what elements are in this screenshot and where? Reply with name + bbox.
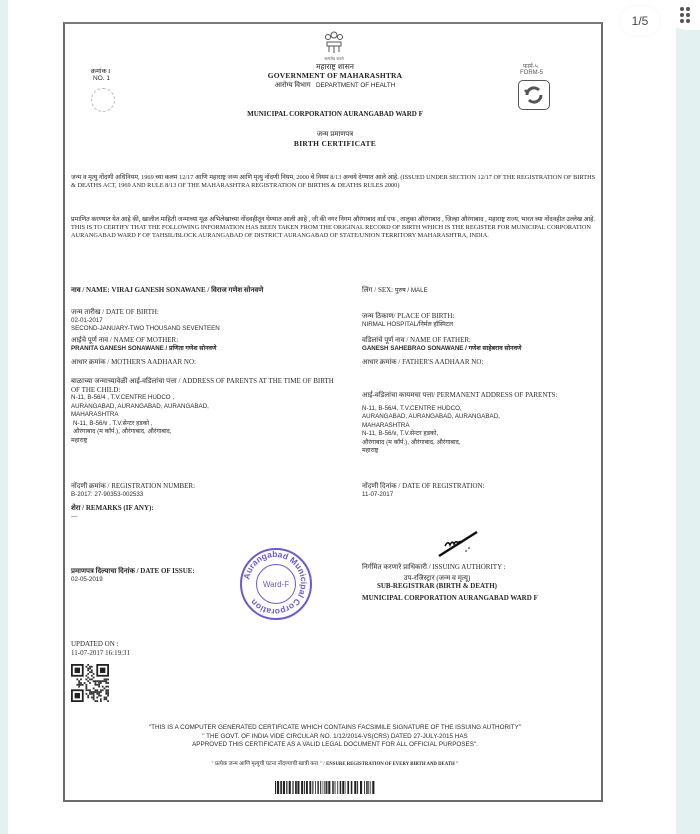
barcode-bar <box>317 781 318 794</box>
father-aadhaar-field <box>362 358 597 367</box>
barcode <box>275 781 375 794</box>
mother-aadhaar-label: आधार क्रमांक / MOTHER'S AADHAAR NO: <box>71 358 196 366</box>
grid-dots-icon <box>680 7 690 23</box>
barcode-bar <box>360 781 362 794</box>
barcode-bar <box>357 781 358 794</box>
permanent-address-line: औरंगाबाद (म कॉर्प.), औरंगाबाद, औरंगाबाद, <box>362 438 461 446</box>
government-title: GOVERNMENT OF MAHARASHTRA <box>267 71 403 80</box>
dob-field <box>71 308 341 334</box>
signature-icon <box>433 526 483 561</box>
name-field <box>71 286 341 295</box>
barcode-bar <box>320 781 321 794</box>
barcode-bar <box>283 781 285 794</box>
barcode-bar <box>326 781 327 794</box>
permanent-address-line: N-11, B-56/4, T.V.CENTRE HUDCO, <box>362 404 462 412</box>
barcode-bar <box>277 781 279 794</box>
birth-address-label: बाळाच्या जन्माच्यावेळी आई-वडिलांचा पत्ता / ADDRESS OF PARENTS AT THE TIME OF BIRTH OF THE CHILD: <box>71 377 334 394</box>
department-line <box>215 81 455 90</box>
permanent-address-line: N-11, B-56/४, T.V.सेन्टर हडको, <box>362 430 439 437</box>
stamp-outer-text: Aurangabad Municipal Corporation <box>241 548 310 618</box>
footer-line-3: APPROVED THIS CERTIFICATE AS A VALID LEGAL DOCUMENT FOR ALL OFFICIAL PURPOSES". <box>192 741 478 748</box>
father-field <box>362 336 597 353</box>
barcode-bar <box>345 781 346 794</box>
pob-value: NIRMAL HOSPITAL/निर्मल हॉस्पिटल <box>362 320 454 328</box>
birth-address-line: औरंगाबाद (म कॉर्प.), औरंगाबाद, औरंगाबाद, <box>73 428 172 435</box>
issuing-authority-label: निर्गमित करणारे प्राधिकारी / ISSUING AUTHORITY : <box>362 563 506 571</box>
government-marathi: महाराष्ट्र शासन <box>316 62 354 71</box>
registration-date-value: 11-07-2017 <box>362 490 394 498</box>
barcode-bar <box>354 781 356 794</box>
page-counter <box>620 6 660 36</box>
pob-label: जन्म ठिकाण/ PLACE OF BIRTH: <box>362 312 455 320</box>
serial-label: क्रमांक I <box>91 68 111 75</box>
dob-label: जन्म तारीख / DATE OF BIRTH: <box>71 308 159 316</box>
barcode-bar <box>323 781 324 794</box>
issue-date-value: 02-05-2019 <box>71 575 103 583</box>
certify-marathi: प्रमाणित करण्यात येत आहे की, खालील माहिती जन्माच्या मूळ अभिलेखाच्या नोंदवहीतून घेण्यात आली आहे , जी की नगर निगम औरंगाबाद वार्ड एफ , तालुका औरंगाबाद , जिल्हा औरंगाबाद , महाराष्ट्र राज्य, भारत च्या नोंदवहीत उल्लेख आहे. <box>71 216 596 223</box>
barcode-bar <box>328 781 330 794</box>
barcode-bar <box>340 781 342 794</box>
birth-address-line: MAHARASHTRA <box>71 411 119 418</box>
dob-words: SECOND-JANUARY-TWO THOUSAND SEVENTEEN <box>71 325 220 332</box>
updated-on-field <box>71 640 341 657</box>
registration-date-field <box>362 482 597 499</box>
department-marathi: आरोग्य विभाग <box>274 81 311 89</box>
barcode-bar <box>292 781 293 794</box>
permanent-address-line: MAHARASHTRA <box>362 421 410 429</box>
barcode-bar <box>309 781 311 794</box>
barcode-bar <box>297 781 299 794</box>
sex-value: पुरुष / MALE <box>394 287 428 294</box>
footer-notice <box>85 724 585 750</box>
sex-label: लिंग / SEX: <box>362 286 394 294</box>
mother-label: आईचे पूर्ण नाव / NAME OF MOTHER: <box>71 336 179 344</box>
barcode-bar <box>289 781 291 794</box>
registration-number-label: नोंदणी क्रमांक / REGISTRATION NUMBER: <box>71 482 196 490</box>
page-counter-text: 1/5 <box>631 14 649 28</box>
corporation-name: MUNICIPAL CORPORATION AURANGABAD WARD F <box>247 110 423 118</box>
slogan-marathi: " प्रत्येक जन्म आणि मृत्यूची घटना नोंदण्याची खात्री करा " / <box>211 761 325 767</box>
footer-line-2: " THE GOVT. OF INDIA VIDE CIRCULAR NO. 1/12/2014-VS(CRS) DATED 27-JULY-2015 HAS <box>202 732 468 740</box>
authority-title: SUB-REGISTRAR (BIRTH & DEATH) <box>376 582 497 590</box>
barcode-bar <box>324 781 325 794</box>
stamp-inner-text: Ward-F <box>256 564 296 604</box>
emblem-caption: सत्यमेव जयते <box>324 56 344 61</box>
serial-number: NO. 1 <box>93 75 110 82</box>
national-emblem-icon <box>322 30 346 56</box>
barcode-bar <box>342 781 344 794</box>
barcode-bar <box>306 781 308 794</box>
mother-value: PRANITA GANESH SONAWANE / प्रणिता गणेश सोनवणे <box>71 344 217 352</box>
certificate-title: BIRTH CERTIFICATE <box>293 139 377 148</box>
barcode-bar <box>275 781 276 794</box>
barcode-bar <box>370 781 371 794</box>
barcode-bar <box>351 781 353 794</box>
remarks-value: --- <box>71 512 78 520</box>
birth-address-line: N-11, B-56/४ , T.V.सेन्टर हडको , <box>73 419 153 427</box>
mother-aadhaar-field <box>71 358 341 367</box>
barcode-bar <box>366 781 367 794</box>
father-value: GANESH SAHEBRAO SONAWANE / गणेश साहेबराव सोनवणे <box>362 344 522 352</box>
registration-number-field <box>71 482 341 499</box>
remarks-label: शेरा / REMARKS (IF ANY): <box>71 504 154 512</box>
permanent-address-line: महाराष्ट्र <box>362 447 379 454</box>
mother-field <box>71 336 341 353</box>
barcode-bar <box>335 781 336 794</box>
barcode-bar <box>312 781 313 794</box>
slogan-english: ENSURE REGISTRATION OF EVERY BIRTH AND DEATH " <box>326 762 459 767</box>
issued-under-paragraph <box>71 174 596 190</box>
updated-on-label: UPDATED ON : <box>71 640 119 648</box>
issuing-authority-field <box>362 563 597 602</box>
barcode-bar <box>295 781 297 794</box>
authority-corporation: MUNICIPAL CORPORATION AURANGABAD WARD F <box>362 593 538 602</box>
sex-field <box>362 286 597 296</box>
father-label: वडिलांचे पूर्ण नाव / NAME OF FATHER: <box>362 336 471 344</box>
barcode-bar <box>332 781 333 794</box>
birth-address-line: महाराष्ट्र <box>71 436 88 444</box>
pob-field <box>362 312 597 329</box>
authority-marathi: उप-रजिस्ट्रार (जन्म व मृत्यू) <box>403 573 471 582</box>
footer-line-1: "THIS IS A COMPUTER GENERATED CERTIFICATE WHICH CONTAINS FACSIMILE SIGNATURE OF THE ISSUING AUTHORITY" <box>148 724 522 731</box>
municipal-corporation-stamp <box>240 548 312 620</box>
issued-english: (ISSUED UNDER SECTION 12/17 OF THE REGISTRATION OF BIRTHS & DEATHS ACT, 1969 AND RULE 8/13 OF THE MAHARASHTRA REGISTRATION OF BIRTHS & DEATHS RULES 2000) <box>71 174 596 189</box>
barcode-bar <box>304 781 305 794</box>
department-english: DEPARTMENT OF HEALTH <box>315 82 396 89</box>
registration-date-label: नोंदणी दिनांक / DATE OF REGISTRATION: <box>362 482 485 490</box>
barcode-bar <box>286 781 287 794</box>
permanent-address-field <box>362 391 597 456</box>
father-aadhaar-label: आधार क्रमांक / FATHER'S AADHAAR NO: <box>362 358 484 366</box>
footer-slogan <box>85 760 585 770</box>
certificate-title-marathi: जन्म प्रमाणपत्र <box>316 130 354 138</box>
birth-address-line: N-11, B-56/4 , T.V.CENTRE HUDCO , <box>71 394 175 401</box>
form-number: FORM-5 <box>520 70 543 76</box>
barcode-bar <box>364 781 365 794</box>
certify-paragraph <box>71 216 596 240</box>
barcode-bar <box>301 781 303 794</box>
barcode-bar <box>368 781 369 794</box>
permanent-address-label: आई-वडिलांचा कायमचा पत्ता/ PERMANENT ADDRESS OF PARENTS: <box>362 391 558 399</box>
barcode-bar <box>372 781 374 794</box>
issued-marathi: जन्म व मृत्यु नोंदणी अधिनियम, 1969 च्या कलम 12/17 आणि महाराष्ट्र जन्म आणि मृत्यु नोंदणी नियम, 2000 चे नियम 8/13 अन्वये देण्यात आले आहे. <box>71 174 399 181</box>
barcode-bar <box>315 781 316 794</box>
form-number-marathi: फार्म-५ <box>523 64 538 70</box>
qr-code <box>71 664 109 702</box>
birth-address-field <box>71 377 341 445</box>
barcode-bar <box>347 781 349 794</box>
certify-english: THIS IS TO CERTIFY THAT THE FOLLOWING INFORMATION HAS BEEN TAKEN FROM THE ORIGINAL RECORD OF BIRTH WHICH IS THE REGISTER FOR MUNICIPAL CORPORATION AURANGABAD WARD F OF TAHSIL/BLOCK AURANGABAD OF DISTRICT AURANGABAD OF STATE/UNION TERRITORY MAHARASHTRA, INDIA. <box>71 224 591 239</box>
barcode-bar <box>280 781 282 794</box>
dob-value: 02-01-2017 <box>71 316 103 324</box>
registration-number-value: B-2017: 27-90353-002533 <box>71 490 144 498</box>
remarks-field <box>71 504 341 521</box>
issue-date-label: प्रमाणपत्र दिल्याचा दिनांक / DATE OF ISSUE: <box>71 567 195 575</box>
birth-address-line: AURANGABAD, AURANGABAD, AURANGABAD, <box>71 402 209 410</box>
name-label: नाव / NAME: <box>71 286 110 294</box>
name-value: VIRAJ GANESH SONAWANE / विराज गणेश सोनवणे <box>111 286 264 294</box>
barcode-bar <box>337 781 338 794</box>
updated-on-value: 11-07-2017 16:19:31 <box>71 648 131 657</box>
permanent-address-line: AURANGABAD, AURANGABAD, AURANGABAD, <box>362 413 500 420</box>
birth-certificate <box>63 22 603 802</box>
registration-logo-icon <box>518 80 550 110</box>
faint-seal-icon <box>91 88 115 112</box>
